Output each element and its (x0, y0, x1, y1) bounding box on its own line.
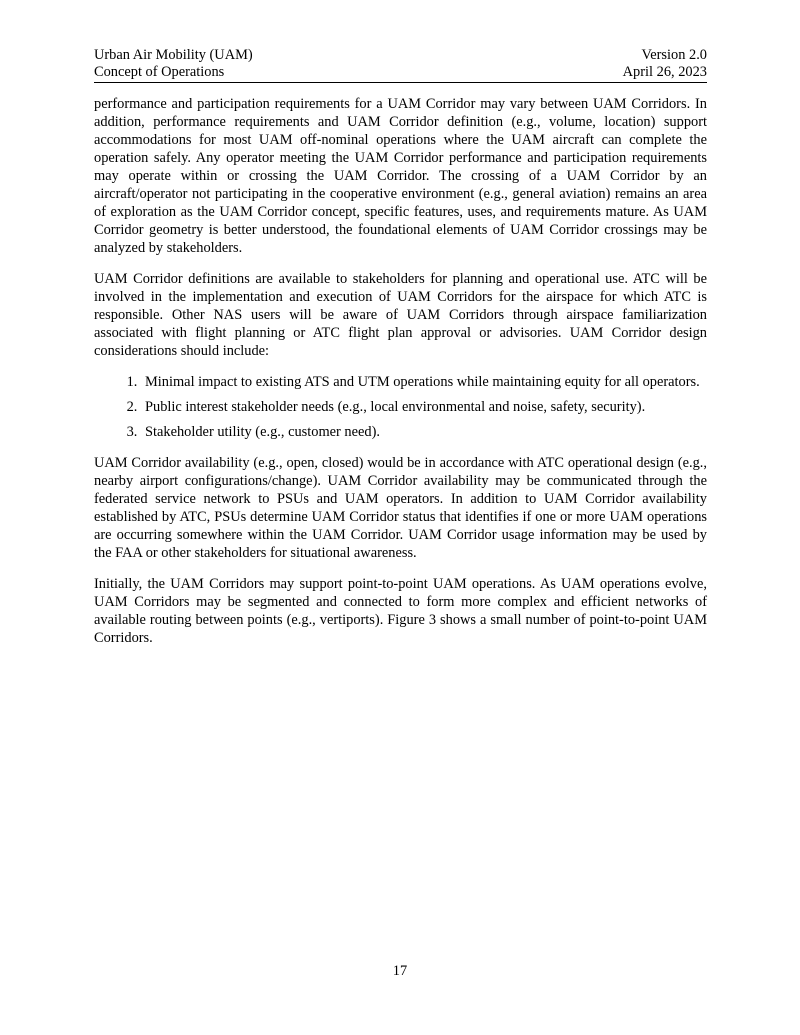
header-version-block (623, 47, 707, 81)
page-number: 17 (392, 963, 408, 979)
header-title-block (94, 47, 253, 81)
list-item: 1. Minimal impact to existing ATS and UTM operations while maintaining equity for all operators. (141, 373, 707, 391)
list-item: 2. Public interest stakeholder needs (e.g., local environmental and noise, safety, security). (141, 398, 707, 416)
page-content (94, 47, 707, 660)
paragraph: performance and participation requirements for a UAM Corridor may vary between UAM Corridors. In addition, performance requirements and UAM Corridor definition (e.g., volume, location) support accommodations for most UAM off-nominal operations where the UAM aircraft can complete the operation safely. Any operator meeting the UAM Corridor performance and participation requirements may operate within or crossing the UAM Corridor. The crossing of a UAM Corridor by an aircraft/operator not participating in the cooperative environment (e.g., general aviation) remains an area of exploration as the UAM Corridor concept, specific features, uses, and requirements mature. As UAM Corridor geometry is better understood, the foundational elements of UAM Corridor crossings may be analyzed by stakeholders. (94, 96, 707, 256)
header-subtitle: Concept of Operations (94, 64, 225, 80)
paragraph: UAM Corridor availability (e.g., open, closed) would be in accordance with ATC operational design (e.g., nearby airport configurations/change). UAM Corridor availability may be communicated through the federated service network to PSUs and UAM operators. In addition to UAM Corridor availability established by ATC, PSUs determine UAM Corridor status that identifies if one or more UAM operations are occurring somewhere within the UAM Corridor. UAM Corridor usage information may be used by the FAA or other stakeholders for situational awareness. (94, 455, 707, 561)
body-text (94, 95, 707, 647)
design-considerations-list (94, 373, 707, 441)
paragraph: Initially, the UAM Corridors may support point-to-point UAM operations. As UAM operations evolve, UAM Corridors may be segmented and connected to form more complex and efficient networks of available routing between points (e.g., vertiports). Figure 3 shows a small number of point-to-point UAM Corridors. (94, 576, 707, 646)
running-header (94, 47, 707, 83)
list-item: 3. Stakeholder utility (e.g., customer need). (141, 423, 707, 441)
header-version: Version 2.0 (641, 47, 707, 63)
paragraph: UAM Corridor definitions are available to stakeholders for planning and operational use. ATC will be involved in the implementation and execution of UAM Corridors for the airspace for which ATC is responsible. Other NAS users will be aware of UAM Corridors through airspace familiarization associated with flight planning or ATC flight plan approval or advisories. UAM Corridor design considerations should include: (94, 271, 707, 359)
header-date: April 26, 2023 (622, 64, 707, 80)
header-title: Urban Air Mobility (UAM) (94, 47, 253, 63)
